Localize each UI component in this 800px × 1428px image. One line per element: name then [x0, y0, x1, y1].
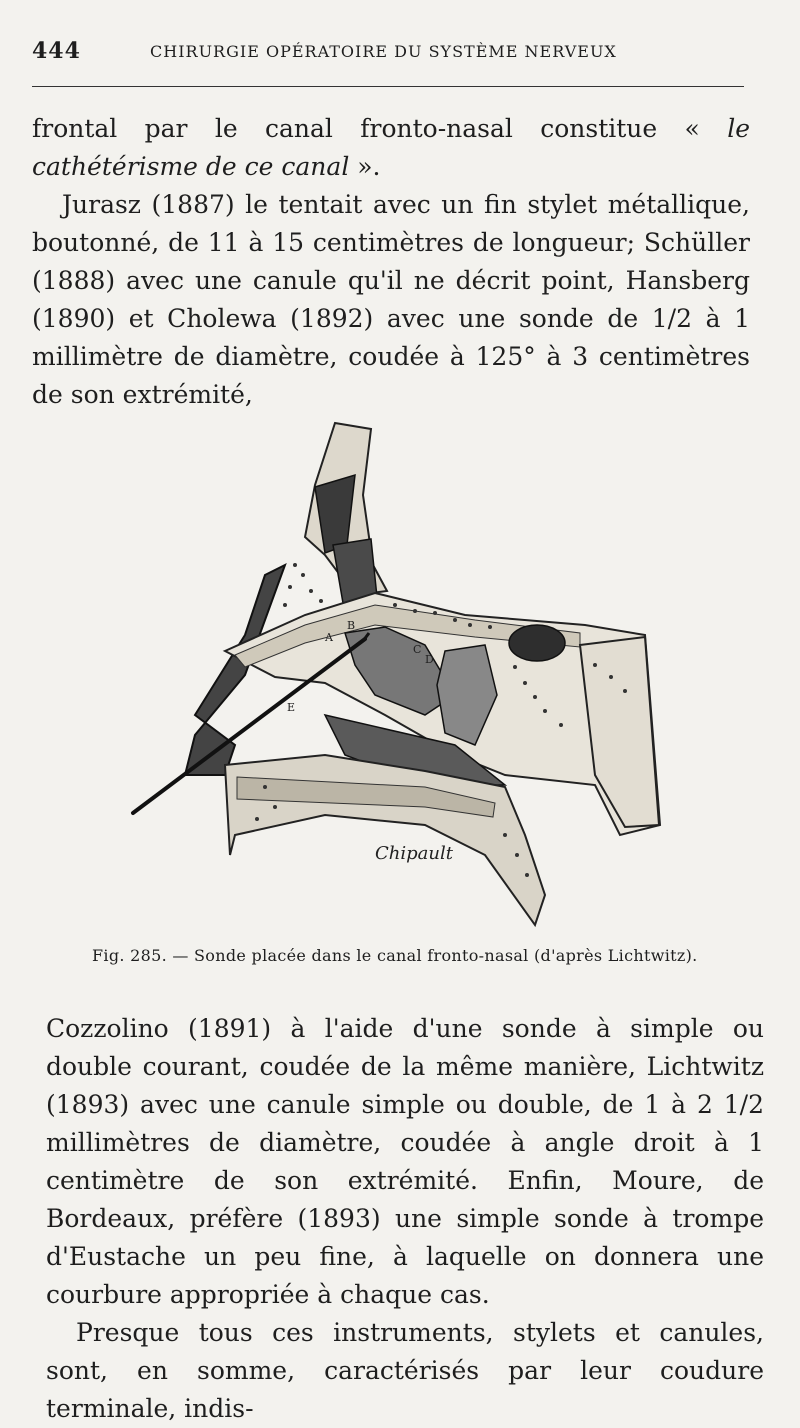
- figure-caption: Fig. 285. — Sonde placée dans le canal fronto-nasal (d'après Lichtwitz).: [92, 946, 698, 965]
- illustrator-signature: Chipault: [375, 843, 453, 864]
- figure-label-d: D: [425, 653, 434, 666]
- figure-label-c: C: [413, 643, 422, 656]
- bottom-text-block: [46, 1010, 764, 1428]
- paragraph-3: Cozzolino (1891) à l'aide d'une sonde à simple ou double courant, coudée de la même manière, Lichtwitz (1893) avec une canule simple ou double, de 1 à 2 1/2 millimètres de diamètre, coudée à angle droit à 1 centimètre de son extrémité. Enfin, Moure, de Bordeaux, préfère (1893) une simple sonde à trompe d'Eustache un peu fine, à laquelle on donnera une courbure appropriée à chaque cas.: [46, 1014, 764, 1309]
- paragraph-1-emphasis: le cathétérisme de ce canal: [32, 114, 750, 181]
- running-title: CHIRURGIE OPÉRATOIRE DU SYSTÈME NERVEUX: [150, 42, 617, 61]
- figure-label-b: B: [347, 619, 356, 632]
- figure-label-a: A: [325, 631, 333, 644]
- top-text-block: [32, 110, 750, 414]
- nasal-cavity-illustration: [125, 415, 670, 935]
- paragraph-2: Jurasz (1887) le tentait avec un fin stylet métallique, boutonné, de 11 à 15 centimètres de longueur; Schüller (1888) avec une canule qu'il ne décrit point, Hansberg (1890) et Cholewa (1892) avec une sonde de 1/2 à 1 millimètre de diamètre, coudée à 125° à 3 centimètres de son extrémité,: [32, 190, 750, 409]
- paragraph-4: Presque tous ces instruments, stylets et canules, sont, en somme, caractérisés par leur coudure terminale, indis-: [46, 1318, 764, 1423]
- page-number: 444: [32, 38, 81, 64]
- page-header: [32, 38, 752, 68]
- anatomical-figure: [125, 415, 670, 935]
- paragraph-continued: [32, 110, 750, 186]
- paragraph-1-start: frontal par le canal fronto-nasal constitue «: [32, 114, 728, 143]
- figure-label-e: E: [287, 701, 296, 714]
- paragraph-1-end: ».: [349, 152, 381, 181]
- header-rule: [32, 86, 744, 87]
